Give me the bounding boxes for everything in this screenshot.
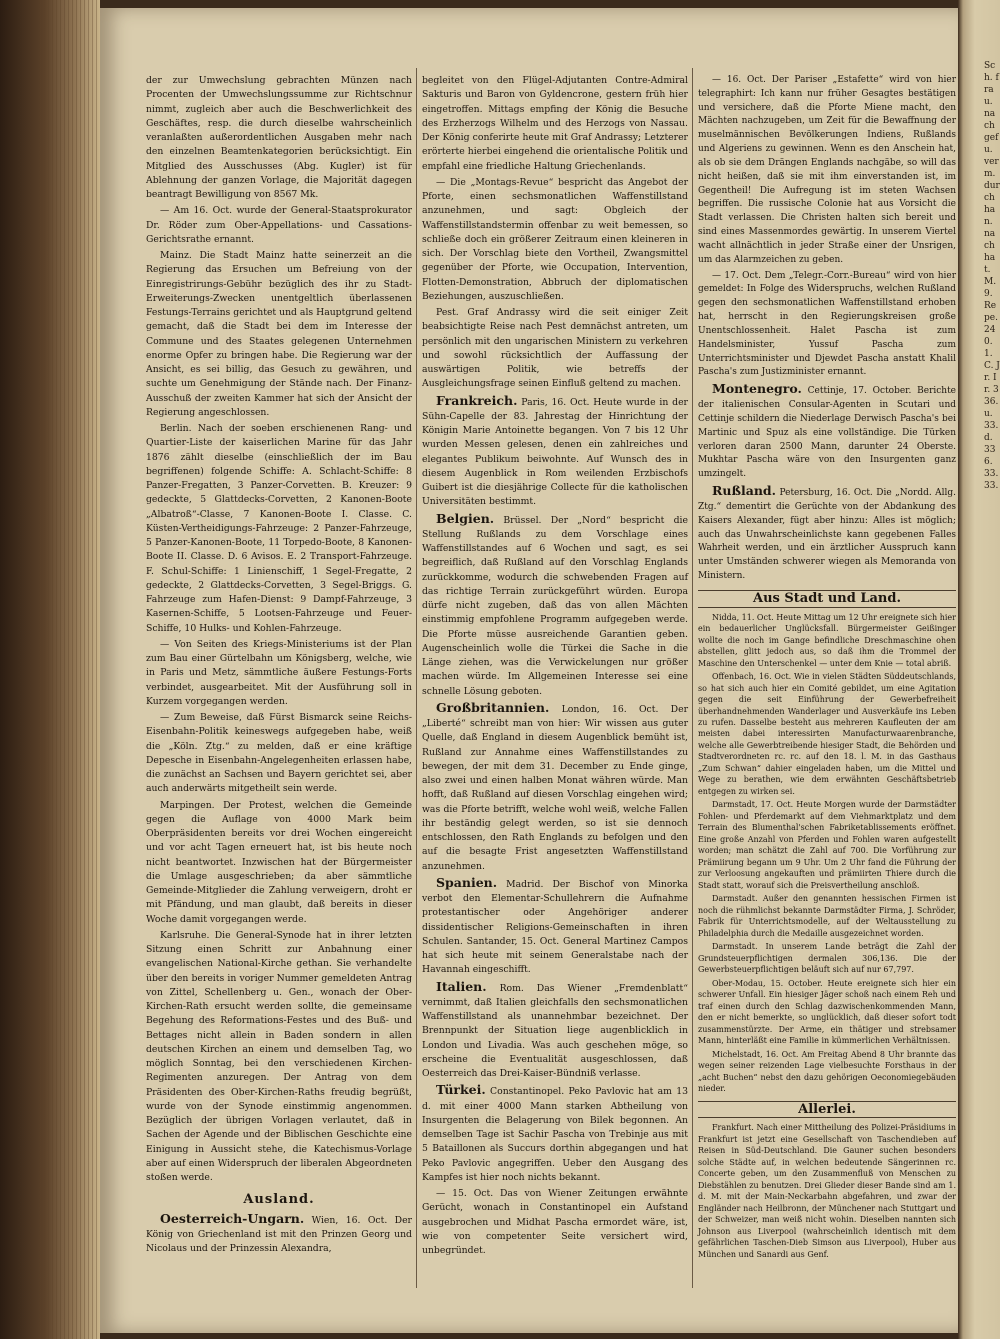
news-item [698,484,956,584]
paragraph: — Zum Beweise, daß Fürst Bismarck seine Reichs-Eisenbahn-Politik keineswegs aufgegeben habe, weiß die „Köln. Ztg.“ zu melden, daß er eine kräftige Depesche in Eisenbahn-Angelegenheiten erlassen habe, die zunächst an Sachsen und Bayern gerichtet sei, aber auch anderwärts mitgetheilt sein werde. [146,712,412,795]
news-text: — 15. Oct. Das von Wiener Zeitungen erwähnte Gerücht, wonach in Constantinopel ein Aufstand ausgebrochen und Midhat Pascha ermordet wäre, ist, wie von competenter Seite versichert wird, unbegründet. [422,1188,688,1256]
section-heading-stadt-und-land: Aus Stadt und Land. [698,590,956,608]
news-item [698,382,956,482]
news-item [422,876,688,978]
country-heading: Oesterreich-Ungarn. [160,1210,305,1226]
column-1 [146,74,412,1258]
news-text: London, 16. Oct. Der „Liberté“ schreibt man von hier: Wir wissen aus guter Quelle, daß England in diesem Augenblick bemüht ist, Rußland zur Annahme eines Waffenstillstandes zu bewegen, der mit dem 31. December zu Ende ginge, also zwei und einen halben Monat währen würde. Man hofft, daß Rußland auf diesen Vorschlag eingehen wird; was die Pforte betrifft, welche wohl weiß, welche Fallen ihr beständig gelegt werden, so ist sie dennoch entschlossen, den Rath Englands zu befolgen und den auf die besagte Frist angesetzten Waffenstillstand anzunehmen. [422,703,688,872]
local-item: Darmstadt, 17. Oct. Heute Morgen wurde der Darmstädter Fohlen- und Pferdemarkt auf dem Viehmarktplatz und dem Terrain des Blumenthal'schen Fabriketablissements eröffnet. Eine große Anzahl von Pferden und Fohlen waren aufgestellt worden; man schätzt die Zahl auf 700. Die Vorführung zur Prämiirung begann um 9 Uhr. Um 2 Uhr fand die Führung der zur Verloosung angekauften und prämiirten Thiere durch die Stadt statt, worauf sich die Preisvertheilung anschloß. [698,800,956,890]
local-item: Ober-Modau, 15. October. Heute ereignete sich hier ein schwerer Unfall. Ein hiesiger Jäger schoß nach einem Reh und traf einen durch den Schlag dazwischenkommenden Mann, den er nicht bemerkte, so unglücklich, daß dieser sofort todt zusammenstürzte. Der Arme, ein thätiger und strebsamer Mann, hinterläßt eine Familie in kümmerlichen Verhältnissen. [698,978,956,1046]
news-item [422,1187,688,1258]
news-text: Paris, 16. Oct. Heute wurde in der Sühn-Capelle der 83. Jahrestag der Hinrichtung der Königin Marie Antoinette begangen. Von 7 bis 12 Uhr wurden Messen gelesen, denen ein zahlreiches und elegantes Publikum beiwohnte. Auf Wunsch des in diesem Augenblick in Rom weilenden Erzbischofs Guibert ist die diesjährige Collecte für die katholischen Universitäten bestimmt. [422,396,688,508]
news-text: Petersburg, 16. Oct. Die „Nordd. Allg. Ztg.“ dementirt die Gerüchte von der Abdankung des Kaisers Alexander, fügt aber hinzu: Alles ist möglich; auch das Unwahrscheinlichste kann gegebenen Falles Wahrheit werden, und ein ärztlicher Ausspruch kann unter Umständen schwerer wiegen als Memoranda von Ministern. [698,488,956,581]
news-item [422,512,688,699]
local-item: Offenbach, 16. Oct. Wie in vielen Städten Süddeutschlands, so hat sich auch hier ein Comité gebildet, um eine Agitation gegen die seit Einführung der Gewerbefreiheit überhandnehmenden Wanderlager und Ausverkäufe ins Leben zu rufen. Dasselbe besteht aus mehreren Kaufleuten der am meisten dabei interessirten Manufacturwaarenbranche, welche alle Gewerbtreibende hiesiger Stadt, die Behörden und Stadtverordneten rc. rc. auf den 18. l. M. in das Gasthaus „Zum Schwan“ dahier eingeladen haben, um die Mittel und Wege zu berathen, wie dem erwähnten Geschäftsbetrieb entgegen zu wirken sei. [698,672,956,796]
paragraph: — Von Seiten des Kriegs-Ministeriums ist der Plan zum Bau einer Gürtelbahn um Königsberg, welche, wie in Paris und Metz, sämmtliche äußere Festungs-Forts verbindet, ausgearbeitet. Mit der Ausführung soll in Kurzem vorgegangen werden. [146,638,412,707]
news-item [422,394,688,510]
news-text: Cettinje, 17. October. Berichte der italienischen Consular-Agenten in Scutari und Cettinje schildern die Niederlage Derwisch Pascha's bei Martinic und Spuz als eine vollständige. Die Türken verloren daran 2500 Mann, darunter 24 Oberste. Mukhtar Pascha wäre von den Insurgenten ganz umzingelt. [698,386,956,480]
news-text: Wien, 16. Oct. Der König von Griechenland ist mit den Prinzen Georg und Nicolaus und der Prinzessin Alexandra, [146,1214,412,1254]
column-rule [692,68,693,1288]
section-heading-allerlei: Allerlei. [698,1101,956,1119]
paragraph: begleitet von den Flügel-Adjutanten Contre-Admiral Sakturis und Baron von Gyldencrone, gestern früh hier eingetroffen. Mittags empfing der König die Besuche des Erzherzogs Wilhelm und des Herzogs von Nassau. Der König conferirte heute mit Graf Andrassy; Letzterer erörterte hierbei eingehend die orientalische Politik und empfahl eine friedliche Haltung Griechenlands. [422,75,688,172]
country-heading: Rußland. [712,483,777,499]
local-item: Darmstadt. In unserem Lande beträgt die Zahl der Grundsteuerpflichtigen dermalen 306,136. Die der Gewerbsteuerpflichtigen beläuft sich auf nur 67,797. [698,942,956,975]
country-heading: Montenegro. [712,381,802,397]
news-text: Rom. Das Wiener „Fremdenblatt“ vernimmt, daß Italien gleichfalls den sechsmonatlichen Waffenstillstand als unannehmbar bezeichnet. Der Brennpunkt der Situation liege augenblicklich in London und Livadia. Was auch geschehen möge, so erscheine die Eventualität ausgeschlossen, daß Oesterreich das Drei-Kaiser-Bündniß verlasse. [422,982,688,1079]
local-item: Darmstadt. Außer den genannten hessischen Firmen ist noch die rühmlichst bekannte Darmstädter Firma, J. Schröder, Fabrik für Unterrichtsmodelle, auf der Weltausstellung zu Philadelphia durch die Medaille ausgezeichnet worden. [698,894,956,938]
paragraph: Marpingen. Der Protest, welchen die Gemeinde gegen die Auflage von 4000 Mark beim Oberpräsidenten bereits vor drei Wochen eingereicht und vor acht Tagen erneuert hat, ist bis heute noch nicht beantwortet. Inzwischen hat der Bürgermeister die Umlage ausgeschrieben; da aber sämmtliche Gemeinde-Mitglieder die Zahlung verweigern, droht er mit Pfändung, und man glaubt, daß bereits in dieser Woche damit vorgegangen werde. [146,799,412,925]
news-text: Madrid. Der Bischof von Minorka verbot den Elementar-Schullehrern die Aufnahme protestantischer oder Angehöriger anderer dissidentischer Religions-Gemeinschaften in ihren Schulen. Santander, 15. Oct. General Martinez Campos hat sich heute mit seinem Generalstabe nach der Havannah eingeschifft. [422,878,688,976]
paragraph: der zur Umwechslung gebrachten Münzen nach Procenten der Umwechslungssumme zur Richtschnur nimmt, zugleich aber auch die Beschwerlichkeit des Geschäftes, resp. die durch dieselbe wahrscheinlich veranlaßten außerordentlichen Ausgaben mehr nach den einzelnen Beamtenkategorien berücksichtigt. Ein Mitglied des Ausschusses (Abg. Kugler) ist für Ablehnung der ganzen Vorlage, die Majorität dagegen beantragt Bewilligung von 8567 Mk. [146,75,412,200]
section-heading-ausland: Ausland. [243,1192,315,1208]
country-heading: Italien. [436,978,487,994]
spine-edge [40,0,100,1339]
right-page-fragment: Sch. frau. nach gefu. verm. durch han. nach hat. M. 9. Repe. 240. 1. C. Jr. Ir. 336. u. 33. d. 336. 33. 33. [984,61,1000,491]
local-news [698,612,956,1095]
book-spine [0,0,100,1339]
paragraph: Berlin. Nach der soeben erschienenen Rang- und Quartier-Liste der kaiserlichen Marine für das Jahr 1876 zählt dieselbe (einschließlich der im Bau begriffenen) folgende Schiffe: A. Schlacht-Schiffe: 8 Panzer-Fregatten, 3 Panzer-Corvetten. B. Kreuzer: 9 gedeckte, 5 Glattdecks-Corvetten, 2 Kanonen-Boote „Albatroß“-Classe, 7 Kanonen-Boote I. Classe. C. Küsten-Vertheidigungs-Fahrzeuge: 2 Panzer-Fahrzeuge, 5 Panzer-Kanonen-Boote, 11 Torpedo-Boote, 8 Kanonen-Boote II. Classe. D. 6 Avisos. E. 2 Transport-Fahrzeuge. F. Schul-Schiffe: 1 Linienschiff, 1 Segel-Fregatte, 2 gedeckte, 2 Glattdecks-Corvetten, 3 Segel-Briggs. G. Fahrzeuge zum Hafen-Dienst: 9 Dampf-Fahrzeuge, 3 Kasernen-Schiffe, 5 Lootsen-Fahrzeuge und Feuer-Schiffe, 10 Hulks- und Kohlen-Fahrzeuge. [146,423,412,634]
country-heading: Türkei. [436,1082,486,1098]
country-heading: Spanien. [436,874,498,890]
paragraph: Pest. Graf Andrassy wird die seit einiger Zeit beabsichtigte Reise nach Pest demnächst antreten, um persönlich mit den ungarischen Ministern zu verkehren und sowohl rücksichtlich der Auffassung der auswärtigen Politik, wie betreffs der Ausgleichungsfrage seinen Einfluß geltend zu machen. [422,307,688,390]
column-rule [416,68,417,1288]
country-heading: Großbritannien. [436,699,550,715]
country-heading: Belgien. [436,510,495,526]
news-item [146,1212,412,1257]
paragraph: Mainz. Die Stadt Mainz hatte seinerzeit an die Regierung das Ersuchen um Befreiung von der Einregistrirungs-Gebühr bezüglich des ihr zu Stadt-Erweiterungs-Zwecken unentgeltlich überlassenen Festungs-Terrains gerichtet und als Hauptgrund geltend gemacht, daß die Stadt bei dem im Interesse der Commune und des Staates gelegenen Unternehmen enorme Opfer zu bringen habe. Die Regierung war der Ansicht, es sei billig, das Gesuch zu gewähren, und suchte um Genehmigung der Stände nach. Der Finanz-Ausschuß der zweiten Kammer hat sich der Ansicht der Regierung angeschlossen. [146,250,412,418]
misc-item: Frankfurt. Nach einer Mittheilung des Polizei-Präsidiums in Frankfurt ist jetzt eine Gesellschaft von Taschendieben auf Reisen in Süd-Deutschland. Die Gauner suchen besonders solche Städte auf, in welchen bedeutende Sängerinnen rc. Concerte geben, um den Zusammenfluß von Menschen zu Diebstählen zu benutzen. Drei Glieder dieser Bande sind am 1. d. M. mit der Main-Neckarbahn abgefahren, und zwar der Engländer nach Heilbronn, der Münchener nach Stuttgart und der Schweizer, man weiß nicht wohin. Dieselben nannten sich Johnson aus Liverpool (wahrscheinlich identisch mit dem gefährlichen Taschen-Dieb Simson aus Liverpool), Huber aus München und Sanardi aus Genf. [698,1123,956,1259]
country-heading: Frankreich. [436,392,518,408]
misc-news [698,1122,956,1260]
news-item [422,1083,688,1185]
paragraph: — 16. Oct. Der Pariser „Estafette“ wird von hier telegraphirt: Ich kann nur früher Gesagtes bestätigen und versichere, daß die Pforte Miene macht, den Mächten nachzugeben, um Zeit für die Bewaffnung der muselmännischen Bevölkerungen Indiens, Rußlands und Algeriens zu gewinnen. Wenn es den Anschein hat, als ob sie dem Drängen Englands nachgäbe, so will das nicht heißen, daß sie mit ihm einverstanden ist, im Gegentheil! Die Aufregung ist im steten Wachsen begriffen. Die russische Colonie hat aus Vorsicht die Stadt verlassen. Die Christen halten sich bereit und sind eines Massenmordes gewärtig. In unserem Viertel wacht allnächtlich in jeder Straße einer der Unsrigen, um das Alarmzeichen zu geben. [698,75,956,265]
local-item: Michelstadt, 16. Oct. Am Freitag Abend 8 Uhr brannte das wegen seiner reizenden Lage vielbesuchte Forsthaus in der „acht Buchen“ nebst den dazu gehörigen Oeconomiegebäuden nieder. [698,1049,956,1094]
news-text: Brüssel. Der „Nord“ bespricht die Stellung Rußlands zu dem Vorschlage eines Waffenstillstandes auf 6 Wochen und sagt, es sei begreiflich, daß Rußland auf den Vorschlag Englands zurückkomme, wodurch die schwebenden Fragen auf das richtige Terrain zurückgeführt würden. Europa dürfe nicht zugeben, daß das von allen Mächten einstimmig empfohlene Programm aufgegeben werde. Die Pforte müsse ausreichende Garantien geben. Augenscheinlich wolle die Türkei die Sache in die Länge ziehen, was die Verwickelungen nur größer machen würde. Im Allgemeinen Interesse sei eine schnelle Lösung geboten. [422,514,688,697]
news-item [422,980,688,1082]
newspaper-page [100,8,958,1333]
paragraph: — Am 16. Oct. wurde der General-Staatsprokurator Dr. Röder zum Ober-Appellations- und Cassations-Gerichtsrathe ernannt. [146,205,412,245]
paragraph: — 17. Oct. Dem „Telegr.-Corr.-Bureau“ wird von hier gemeldet: In Folge des Widerspruchs, welchen Rußland gegen den sechsmonatlichen Waffenstillstand erhoben hat, herrscht in den Regierungskreisen große Unentschlossenheit. Halet Pascha ist zum Handelsminister, Yussuf Pascha zum Unterrichtsminister und Djewdet Pascha anstatt Khalil Pascha's zum Justizminister ernannt. [698,270,956,378]
local-item: Nidda, 11. Oct. Heute Mittag um 12 Uhr ereignete sich hier ein bedauerlicher Unglücksfall. Bürgermeister Geißinger wollte die noch im Gange befindliche Dreschmaschine ohen abstellen, glitt jedoch aus, so daß ihm die Trommel der Maschine den Unterschenkel — unter dem Knie — total abriß. [698,612,956,668]
column-3 [698,74,956,1262]
column-2 [422,74,688,1260]
paragraph: Karlsruhe. Die General-Synode hat in ihrer letzten Sitzung einen Schritt zur Anbahnung einer evangelischen National-Kirche gethan. Sie verhandelte über den bereits in voriger Nummer gemeldeten Antrag von Zittel, Schellenberg u. Gen., wonach der Ober-Kirchen-Rath ersucht werden sollte, die gemeinsame Begehung des Reformations-Festes und des Buß- und Bettages nicht allein in Baden sondern in allen deutschen Kirchen an einem und demselben Tag, wo möglich Sonntag, bei den verschiedenen Kirchen-Regimenten anzuregen. Der Antrag von dem Präsidenten des Ober-Kirchen-Raths freudig begrüßt, wurde von der Synode einstimmig angenommen. Bezüglich der übrigen Vorlagen verlautet, daß in Sachen der Agende und der Biblischen Geschichte eine Einigung in Aussicht stehe, die Katechismus-Vorlage aber auf einen Widerspruch der liberalen Abgeordneten stoßen werde. [146,929,412,1183]
news-item [422,701,688,874]
news-text: Constantinopel. Peko Pavlovic hat am 13 d. mit einer 4000 Mann starken Abtheilung von Insurgenten die Belagerung von Bilek begonnen. An demselben Tage ist Sachir Pascha von Trebinje aus mit 5 Bataillonen als Succurs dorthin abgegangen und hat Peko Pavlovic angegriffen. Ueber den Ausgang des Kampfes ist hier noch nichts bekannt. [422,1086,688,1183]
paragraph: — Die „Montags-Revue“ bespricht das Angebot der Pforte, einen sechsmonatlichen Waffenstillstand anzunehmen, und sagt: Obgleich der Waffenstillstandstermin offenbar zu weit bemessen, so schließe doch ein größerer Zeitraum einen kleineren in sich. Der Vorschlag biete den Vortheil, Zwangsmittel gegenüber der Pforte, wie Occupation, Intervention, Flotten-Demonstration, Abbruch der diplomatischen Beziehungen, auszuschließen. [422,176,688,302]
right-page-edge [958,0,1000,1339]
